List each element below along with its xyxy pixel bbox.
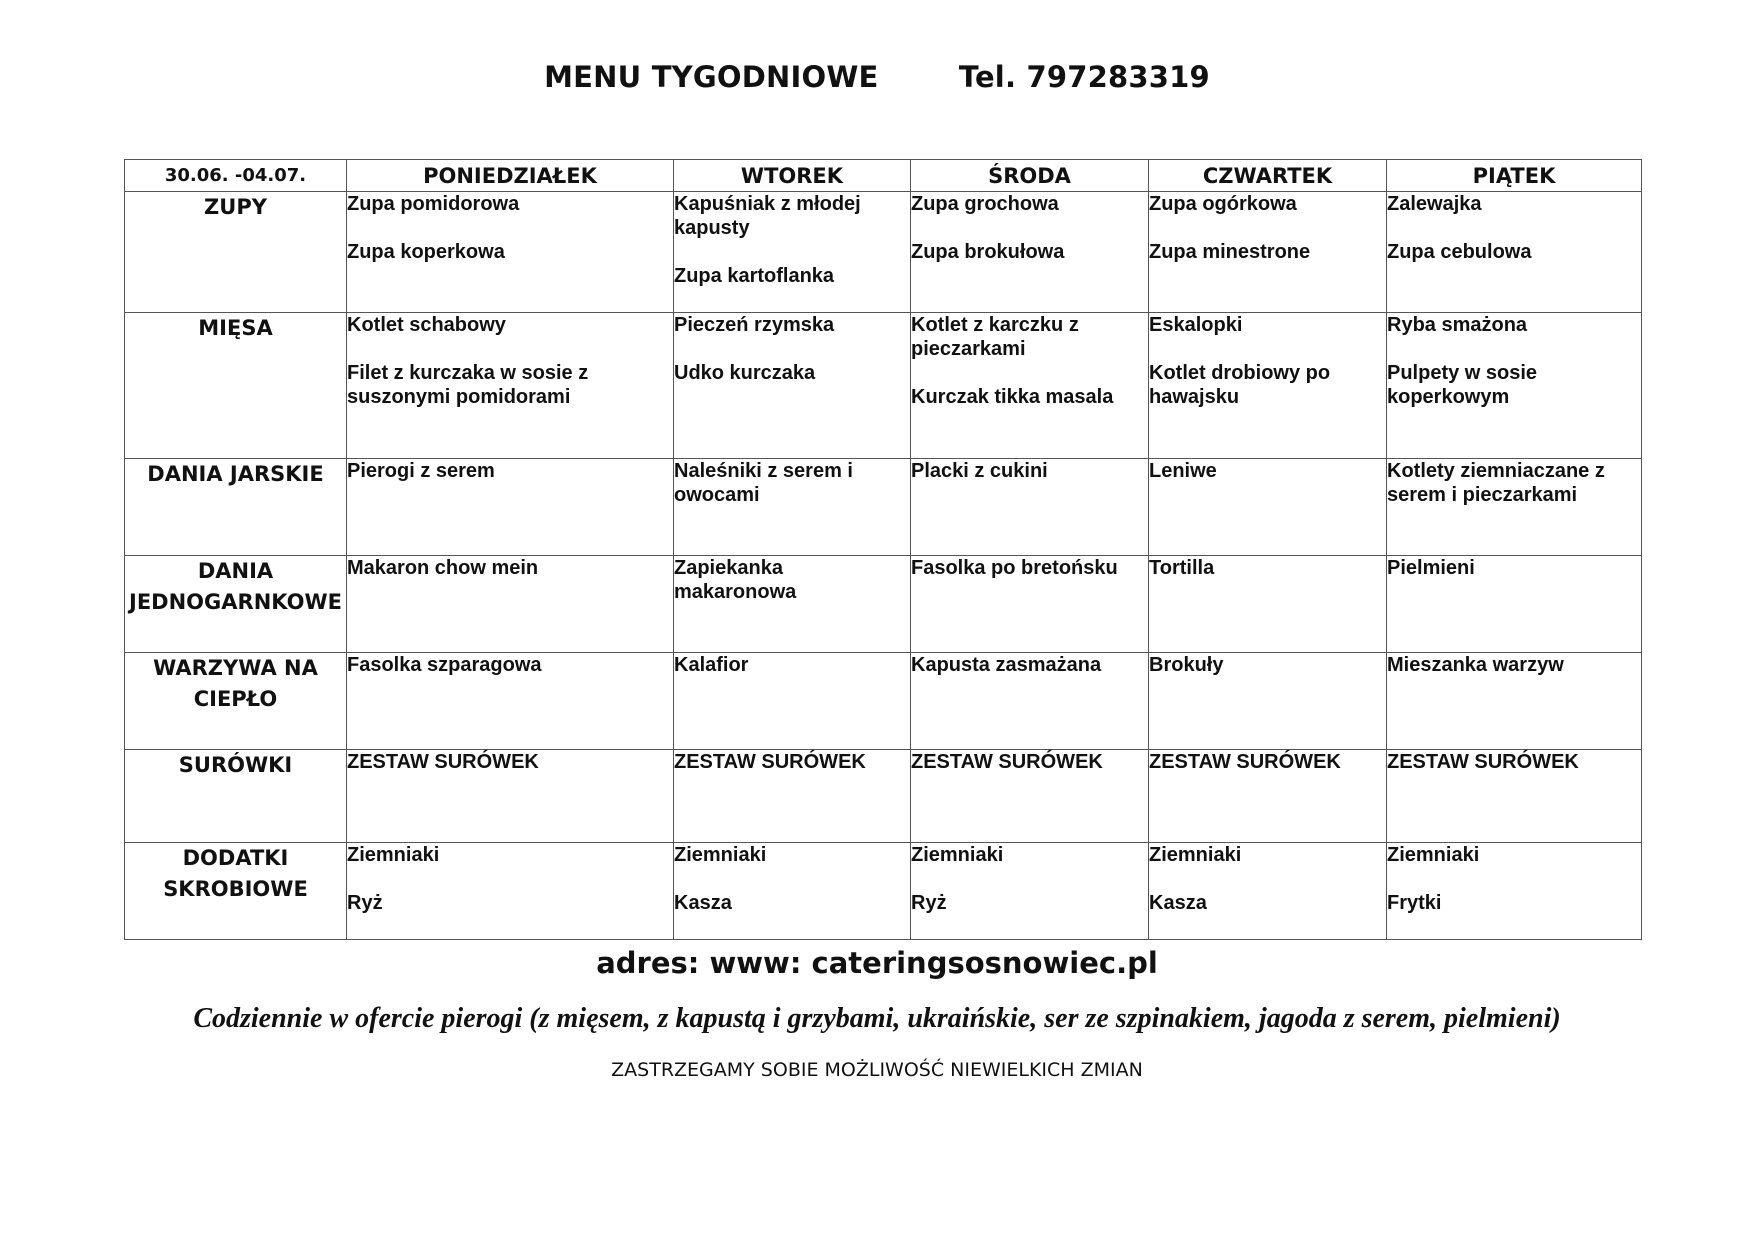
daily-offer-note: Codziennie w ofercie pierogi (z mięsem, z kapustą i grzybami, ukraińskie, ser ze szpinakiem, jagoda z serem, pielmieni) [193, 1003, 1561, 1034]
menu-cell [1149, 313, 1387, 459]
table-row [125, 843, 1642, 940]
menu-cell [1149, 653, 1387, 750]
dish-item: ZESTAW SURÓWEK [1387, 751, 1579, 773]
dish-item: Leniwe [1149, 460, 1217, 482]
menu-cell [674, 750, 911, 843]
dish-item: Zupa cebulowa [1387, 241, 1532, 263]
menu-cell [347, 750, 674, 843]
menu-cell [674, 313, 911, 459]
dish-item: Frytki [1387, 892, 1442, 914]
disclaimer: ZASTRZEGAMY SOBIE MOŻLIWOŚĆ NIEWIELKICH ZMIAN [611, 1059, 1143, 1081]
dish-item: Kotlet z karczku z pieczarkami [911, 314, 1079, 360]
menu-cell [911, 459, 1149, 556]
dish-item: Zupa pomidorowa [347, 193, 520, 215]
dish-item: Makaron chow mein [347, 557, 539, 579]
dish-item: Naleśniki z serem i owocami [674, 460, 853, 506]
dish-item: Kasza [674, 892, 732, 914]
dish-item: Pielmieni [1387, 557, 1475, 579]
category-label: DANIA JARSKIE [125, 459, 347, 556]
date-range: 30.06. -04.07. [125, 160, 347, 192]
menu-cell [1149, 192, 1387, 313]
menu-cell [1149, 459, 1387, 556]
menu-cell [1149, 843, 1387, 940]
menu-cell [911, 192, 1149, 313]
dish-item: Ziemniaki [1149, 844, 1242, 866]
menu-cell [1387, 192, 1642, 313]
menu-cell [1149, 556, 1387, 653]
menu-cell [1387, 459, 1642, 556]
table-row [125, 459, 1642, 556]
menu-cell [911, 843, 1149, 940]
weekly-menu-table [124, 159, 1642, 940]
day-header: PIĄTEK [1387, 160, 1642, 192]
dish-item: Mieszanka warzyw [1387, 654, 1564, 676]
dish-item: Zapiekanka makaronowa [674, 557, 797, 603]
menu-cell [911, 750, 1149, 843]
category-label: DODATKI SKROBIOWE [125, 843, 347, 940]
dish-item: Zupa kartoflanka [674, 265, 835, 287]
dish-item: Ryba smażona [1387, 314, 1528, 336]
dish-item: Kapuśniak z młodej kapusty [674, 193, 861, 239]
menu-cell [347, 192, 674, 313]
dish-item: Ziemniaki [911, 844, 1004, 866]
day-header: PONIEDZIAŁEK [347, 160, 674, 192]
menu-cell [674, 556, 911, 653]
dish-item: Pierogi z serem [347, 460, 495, 482]
dish-item: ZESTAW SURÓWEK [674, 751, 866, 773]
menu-cell [1149, 750, 1387, 843]
dish-item: Udko kurczaka [674, 362, 816, 384]
menu-cell [347, 843, 674, 940]
dish-item: Ziemniaki [347, 844, 440, 866]
phone-number: Tel. 797283319 [958, 60, 1210, 94]
dish-item: Tortilla [1149, 557, 1215, 579]
day-header: ŚRODA [911, 160, 1149, 192]
menu-cell [347, 653, 674, 750]
dish-item: Pieczeń rzymska [674, 314, 835, 336]
dish-item: Placki z cukini [911, 460, 1048, 482]
dish-item: Kotlet drobiowy po hawajsku [1149, 362, 1331, 408]
category-label: DANIA JEDNOGARNKOWE [125, 556, 347, 653]
menu-cell [674, 653, 911, 750]
dish-item: Pulpety w sosie koperkowym [1387, 362, 1538, 408]
menu-cell [911, 653, 1149, 750]
dish-item: Kurczak tikka masala [911, 386, 1114, 408]
dish-item: Ryż [347, 892, 383, 914]
menu-cell [911, 313, 1149, 459]
dish-item: Brokuły [1149, 654, 1224, 676]
dish-item: Ziemniaki [1387, 844, 1480, 866]
dish-item: Kalafior [674, 654, 749, 676]
address-line: adres: www: cateringsosnowiec.pl [596, 946, 1158, 980]
menu-cell [1387, 653, 1642, 750]
table-row [125, 750, 1642, 843]
dish-item: Kasza [1149, 892, 1207, 914]
dish-item: Kotlety ziemniaczane z serem i pieczarkami [1387, 460, 1605, 506]
dish-item: Zupa grochowa [911, 193, 1059, 215]
day-header: WTOREK [674, 160, 911, 192]
category-label: SURÓWKI [125, 750, 347, 843]
menu-cell [1387, 556, 1642, 653]
dish-item: Filet z kurczaka w sosie z suszonymi pomidorami [347, 362, 589, 408]
dish-item: Zupa koperkowa [347, 241, 505, 263]
dish-item: Kotlet schabowy [347, 314, 506, 336]
table-row [125, 192, 1642, 313]
dish-item: Zupa minestrone [1149, 241, 1311, 263]
page-title [0, 60, 1754, 94]
dish-item: Ryż [911, 892, 947, 914]
dish-item: ZESTAW SURÓWEK [347, 751, 539, 773]
category-label: MIĘSA [125, 313, 347, 459]
menu-cell [347, 556, 674, 653]
menu-cell [1387, 843, 1642, 940]
dish-item: Fasolka szparagowa [347, 654, 542, 676]
dish-item: Eskalopki [1149, 314, 1243, 336]
table-row [125, 313, 1642, 459]
menu-cell [911, 556, 1149, 653]
menu-title: MENU TYGODNIOWE [544, 60, 879, 94]
menu-cell [1387, 313, 1642, 459]
table-row [125, 556, 1642, 653]
dish-item: Zupa ogórkowa [1149, 193, 1297, 215]
dish-item: ZESTAW SURÓWEK [911, 751, 1103, 773]
table-row [125, 653, 1642, 750]
dish-item: Kapusta zasmażana [911, 654, 1102, 676]
day-header: CZWARTEK [1149, 160, 1387, 192]
category-label: WARZYWA NA CIEPŁO [125, 653, 347, 750]
dish-item: Zupa brokułowa [911, 241, 1065, 263]
dish-item: Zalewajka [1387, 193, 1482, 215]
menu-cell [674, 192, 911, 313]
dish-item: Fasolka po bretońsku [911, 557, 1118, 579]
menu-cell [1387, 750, 1642, 843]
menu-cell [674, 459, 911, 556]
menu-cell [347, 313, 674, 459]
category-label: ZUPY [125, 192, 347, 313]
dish-item: Ziemniaki [674, 844, 767, 866]
dish-item: ZESTAW SURÓWEK [1149, 751, 1341, 773]
menu-cell [347, 459, 674, 556]
table-header-row [125, 160, 1642, 192]
menu-cell [674, 843, 911, 940]
